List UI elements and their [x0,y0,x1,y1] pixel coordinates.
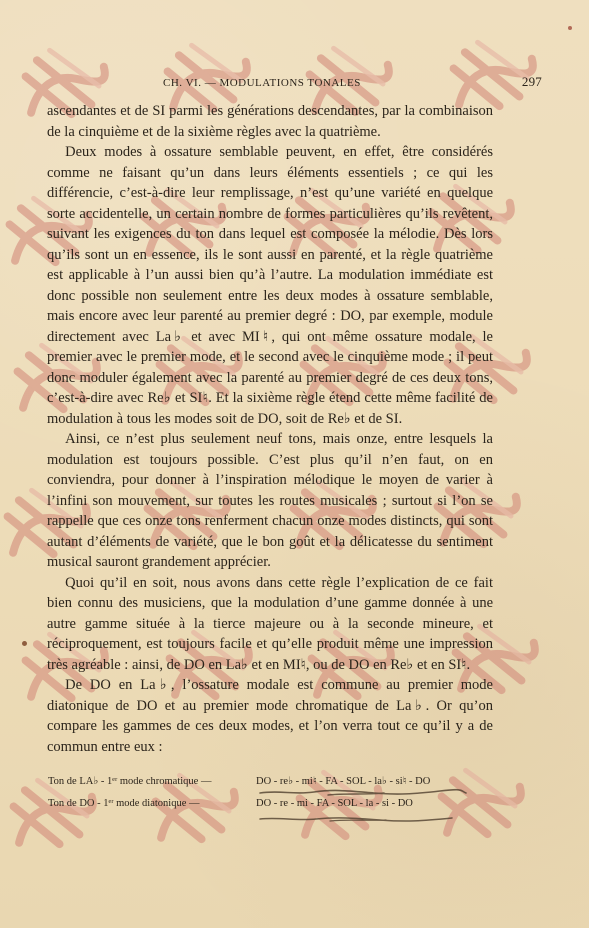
comparison-label: Ton de DO - 1ᵉʳ mode diatonique — [48,798,200,809]
scale-comparison [48,771,494,815]
page-dot [568,26,572,30]
paragraph-5: De DO en La♭, l’ossature modale est commune au premier mode diatonique de DO et au premier mode chromatique de La♭. Or qu’on compare les gammes de ces deux modes, et l’on verra tout ce qu’il y a de commun entre eux : [47,677,493,755]
paragraph-2: Deux modes à ossature semblable peuvent, en effet, être considérés comme ne faisant qu’un dans leurs éléments essentiels ; ce qui les différencie, c’est-à-dire leur remplissage, n’est qu’une variété en quelque sorte accidentelle, un certain nombre de formes particulières qu’ils revêtent, suivant les exigences du ton dans lequel est composée la mélodie. Dès lors qu’ils sont un en essence, ils le sont aussi en parenté, et la règle quatrième est applicable à l’un aussi bien qu’à l’autre. La modulation immédiate est donc possible non seulement entre les deux modes à ossature semblable, mais encore avec leur parenté au premier degré : DO, par exemple, module directement avec La♭ et avec MI♮, qui ont même ossature modale, le premier avec le premier mode, et le second avec le cinquième mode ; il peut donc moduler également avec la parenté au premier degré de ces deux tons, c’est-à-dire avec Re♭ et SI♮. Et la sixième règle étend cette même facilité de modulation à tous les modes soit de DO, soit de Re♭ et de SI. [47,144,493,427]
paragraph-4: Quoi qu’il en soit, nous avons dans cette règle l’explication de ce fait bien connu des musiciens, que la modulation d’une gamme donnée à une autre gamme située à la tierce majeure ou à la seconde mineure, et réciproquement, est toujours facile et qu’elle produit même une impression très agréable : ainsi, de DO en La♭ et en MI♮, ou de DO en Re♭ et en SI♮. [47,574,493,673]
comparison-row [48,793,494,815]
comparison-label: Ton de LA♭ - 1ᵉʳ mode chromatique — [48,776,212,787]
comparison-scale: DO - re - mi - FA - SOL - la - si - DO [256,798,413,809]
comparison-scale: DO - re♭ - mi♮ - FA - SOL - la♭ - si♮ - DO [256,776,431,787]
comparison-row [48,771,494,793]
paragraph-3: Ainsi, ce n’est plus seulement neuf tons, mais onze, entre lesquels la modulation est toujours possible. C’est plus qu’il n’en faut, on en conviendra, pour donner à l’inspiration mélodique le moyen de varier à l’infini son mouvement, sur toutes les routes musicales ; surtout si l’on se rappelle que ces onze tons renferment chacun onze modes distincts, qui sont autant d’éléments de variété, que le bon goût et la délicatesse du sentiment musical sauront grandement apprécier. [47,431,493,570]
page-number: 297 [521,74,542,89]
paragraph-1: ascendantes et de SI parmi les générations descendantes, par la combinaison de la cinquième et de la sixième règles avec la quatrième. [47,103,493,140]
margin-mark [22,641,27,646]
watermark-mark [0,739,129,893]
running-title: CH. VI. — MODULATIONS TONALES [163,77,361,89]
page-header [45,74,542,96]
body-text [47,101,493,757]
